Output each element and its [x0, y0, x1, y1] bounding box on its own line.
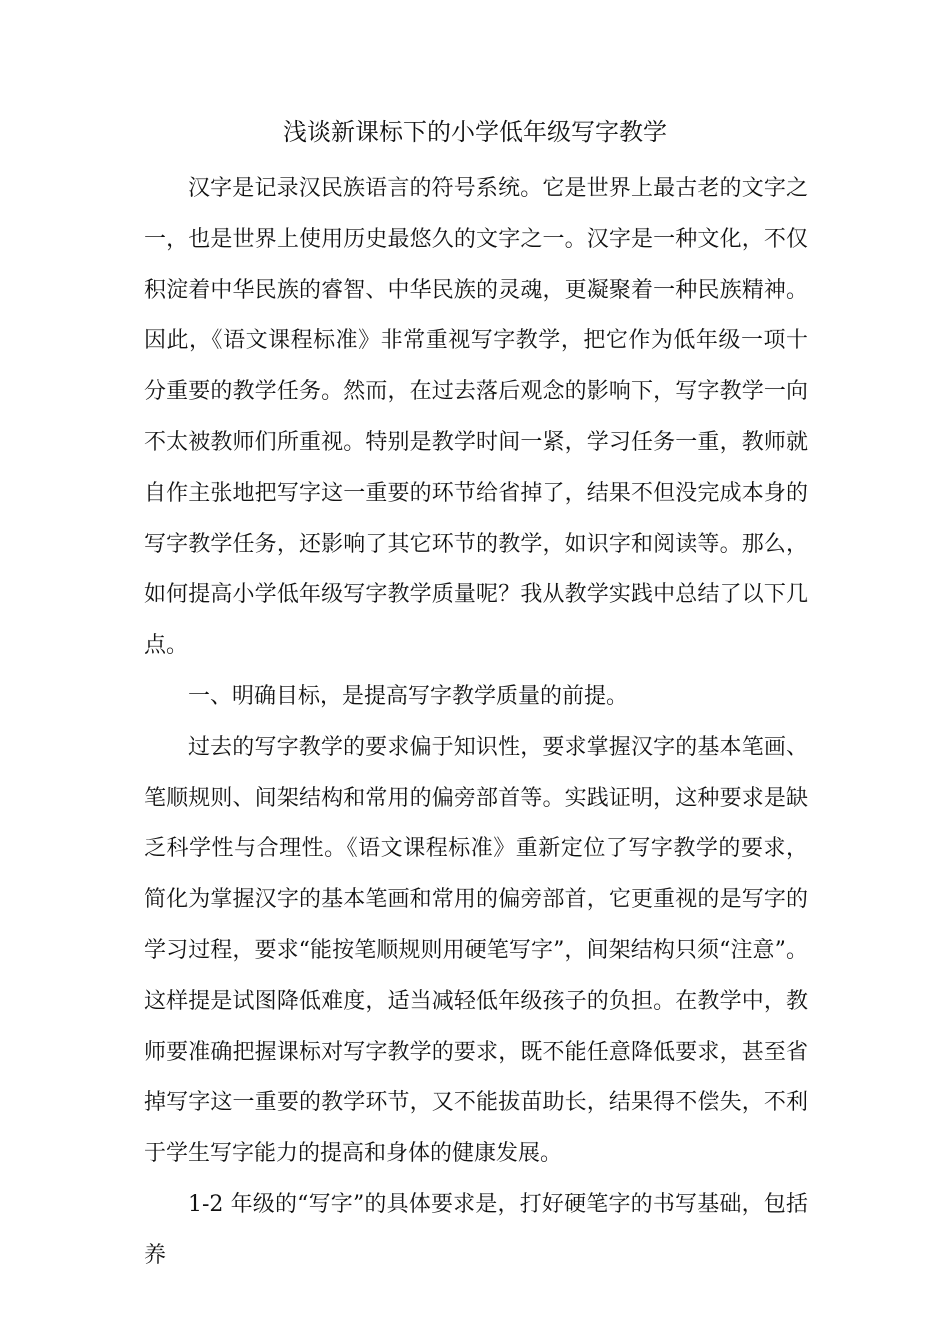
paragraph-intro: 汉字是记录汉民族语言的符号系统。它是世界上最古老的文字之一，也是世界上使用历史最悠久的文字之一。汉字是一种文化，不仅积淀着中华民族的睿智、中华民族的灵魂，更凝聚着一种民族精神。因此，《语文课程标准》非常重视写字教学，把它作为低年级一项十分重要的教学任务。然而，在过去落后观念的影响下，写字教学一向不太被教师们所重视。特别是教学时间一紧，学习任务一重，教师就自作主张地把写字这一重要的环节给省掉了，结果不但没完成本身的写字教学任务，还影响了其它环节的教学，如识字和阅读等。那么，如何提高小学低年级写字教学质量呢？我从教学实践中总结了以下几点。	[144, 176, 808, 659]
document-body	[144, 164, 808, 1282]
section-heading-1: 一、明确目标，是提高写字教学质量的前提。	[188, 683, 629, 709]
paragraph-section-1: 过去的写字教学的要求偏于知识性，要求掌握汉字的基本笔画、笔顺规则、间架结构和常用的偏旁部首等。实践证明，这种要求是缺乏科学性与合理性。《语文课程标准》重新定位了写字教学的要求，简化为掌握汉字的基本笔画和常用的偏旁部首，它更重视的是写字的学习过程，要求“能按笔顺规则用硬笔写字”，间架结构只须“注意”。这样提是试图降低难度，适当减轻低年级孩子的负担。在教学中，教师要准确把握课标对写字教学的要求，既不能任意降低要求，甚至省掉写字这一重要的教学环节，又不能拔苗助长，结果得不偿失，不利于学生写字能力的提高和身体的健康发展。	[144, 734, 808, 1167]
document-title: 浅谈新课标下的小学低年级写字教学	[283, 118, 667, 146]
paragraph-grade-requirements: 1-2 年级的“写字”的具体要求是，打好硬笔字的书写基础，包括养	[144, 1191, 808, 1268]
